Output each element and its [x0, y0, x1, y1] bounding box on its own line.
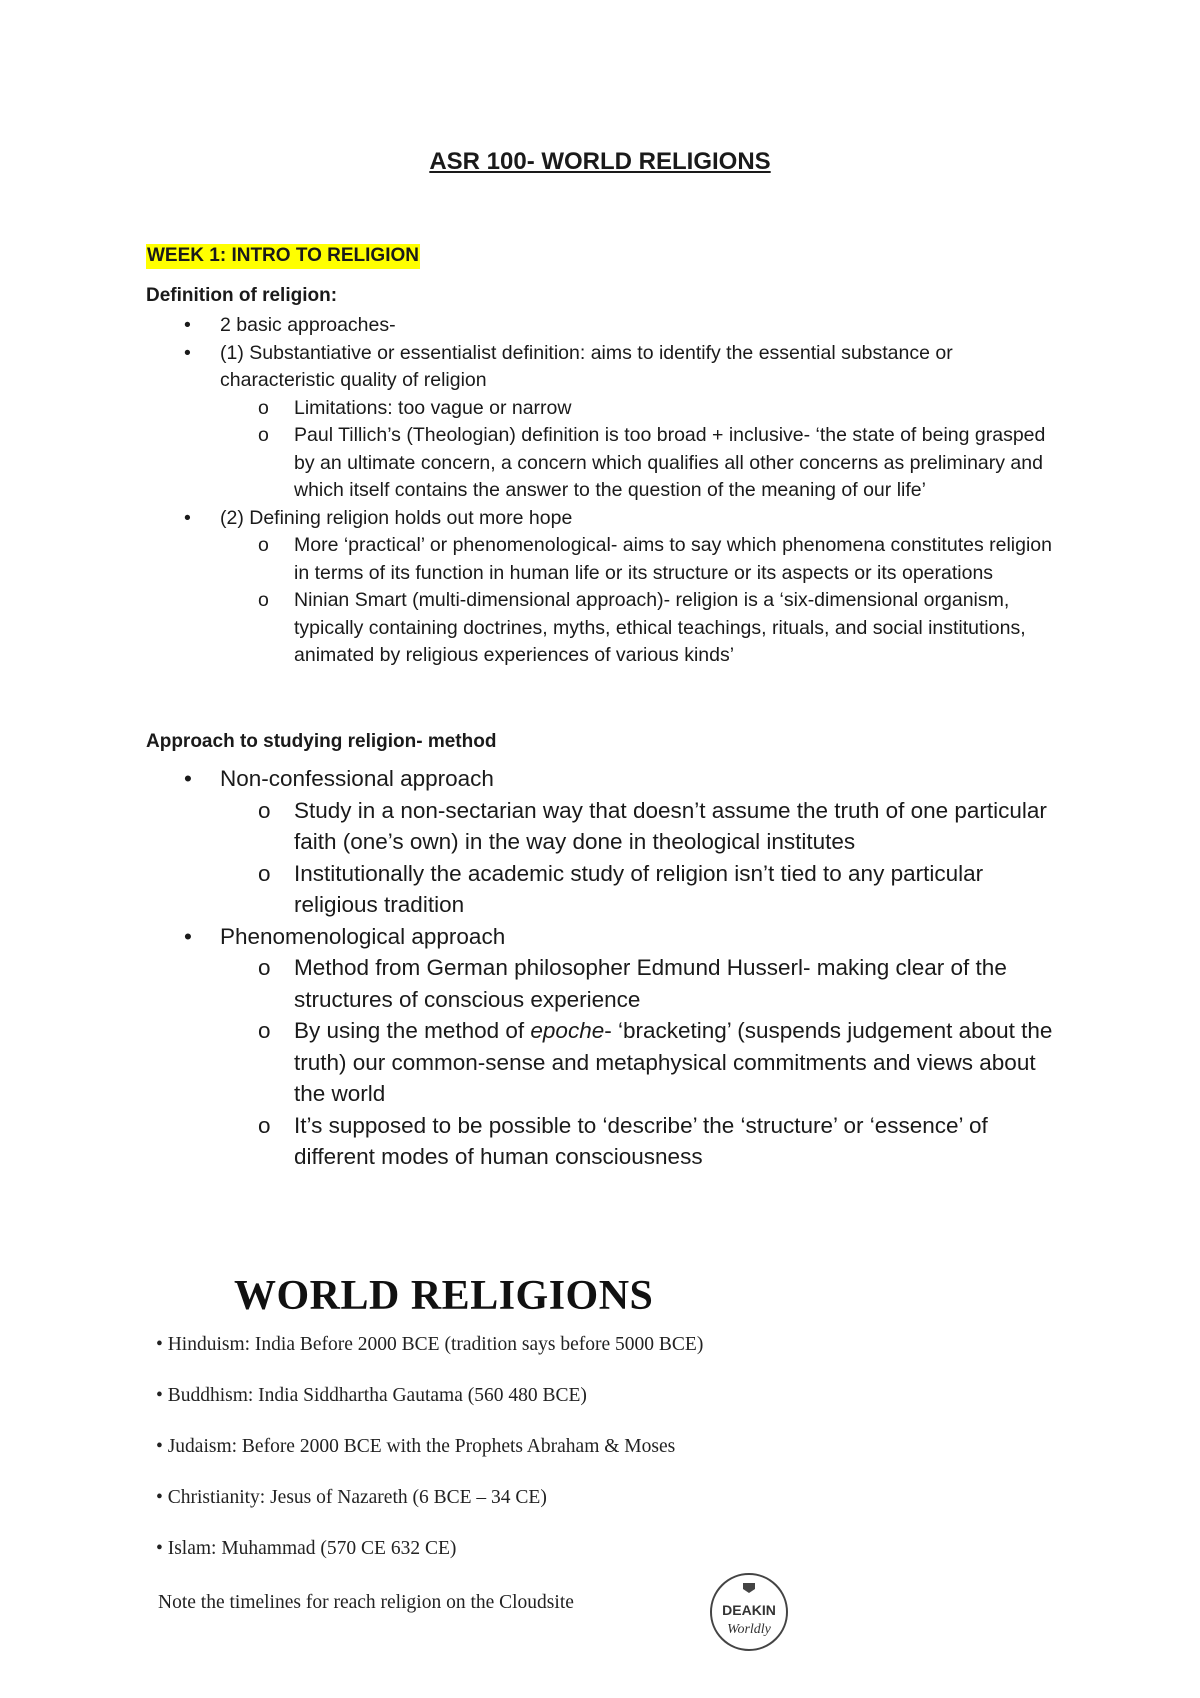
deakin-worldly-logo: [708, 1571, 790, 1653]
logo-line1: DEAKIN: [722, 1602, 776, 1618]
bullet-item: [146, 340, 1066, 505]
bullet-text: Phenomenological approach: [220, 923, 506, 949]
bullet-text: Non-confessional approach: [220, 766, 494, 791]
sub-bullet-text: Ninian Smart (multi-dimensional approach)- religion is a ‘six-dimensional organism, typically containing doctrines, myths, ethical teachings, rituals, and social institutions, animated by religious experiences of various kinds’: [294, 589, 1026, 666]
sub-bullet-icon: o: [258, 424, 269, 446]
sub-bullet-item: [220, 587, 1066, 670]
sub-bullet-text: By using the method of: [294, 1018, 531, 1043]
sub-list: [220, 795, 1066, 921]
sub-bullet-item: [220, 532, 1066, 587]
emphasis-term: epoche: [530, 1018, 605, 1043]
sub-bullet-icon: o: [258, 860, 271, 886]
religion-item-judaism: • Judaism: Before 2000 BCE with the Prophets Abraham & Moses: [156, 1436, 676, 1457]
sub-bullet-icon: o: [258, 955, 271, 980]
sub-bullet-text: Paul Tillich’s (Theologian) definition is too broad + inclusive- ‘the state of being grasped by an ultimate concern, a concern which qualifies all other concerns as preliminary and which itself contains the answer to the question of the meaning of our life’: [294, 424, 1046, 501]
bullet-icon: •: [184, 506, 191, 529]
sub-list: [220, 395, 1066, 505]
bullet-item: [146, 505, 1066, 670]
sub-bullet-icon: o: [258, 1018, 271, 1043]
bullet-icon: •: [184, 766, 192, 791]
bullet-text: (2) Defining religion holds out more hope: [220, 506, 573, 529]
definition-heading: Definition of religion:: [146, 285, 338, 306]
sub-bullet-icon: o: [258, 1112, 271, 1138]
sub-bullet-text: It’s supposed to be possible to ‘describe’ the ‘structure’ or ‘essence’ of different modes of human consciousness: [294, 1112, 988, 1169]
sub-bullet-text: - ‘bracketing’ (suspends judgement about the truth) our common-sense and metaphysical commitments and views about the world: [294, 1018, 1053, 1106]
sub-bullet-item: [220, 795, 1066, 858]
sub-bullet-text: Limitations: too vague or narrow: [294, 396, 572, 419]
religion-item-christianity: • Christianity: Jesus of Nazareth (6 BCE – 34 CE): [156, 1487, 547, 1508]
timeline-note: Note the timelines for reach religion on the Cloudsite: [158, 1592, 574, 1613]
document-title: ASR 100- WORLD RELIGIONS: [429, 148, 771, 175]
sub-bullet-icon: o: [258, 797, 271, 823]
sub-bullet-item: [220, 858, 1066, 921]
world-religions-list: [156, 1330, 703, 1585]
sub-bullet-icon: o: [258, 396, 269, 419]
approach-heading: Approach to studying religion- method: [146, 731, 497, 752]
sub-bullet-item: [220, 422, 1066, 505]
sub-bullet-text: Study in a non-sectarian way that doesn’t assume the truth of one particular faith (one’s own) in the way done in theological institutes: [294, 797, 1047, 854]
bullet-icon: •: [184, 341, 191, 364]
sub-bullet-icon: o: [258, 589, 269, 611]
bullet-item: [146, 312, 1066, 340]
bullet-item: [146, 763, 1066, 921]
sub-bullet-text: More ‘practical’ or phenomenological- aims to say which phenomena constitutes religion in terms of its function in human life or its structure or its aspects or its operations: [294, 534, 1052, 584]
sub-bullet-text: Method from German philosopher Edmund Husserl- making clear of the structures of conscious experience: [294, 955, 1007, 1012]
sub-list: [220, 532, 1066, 670]
sub-bullet-item: [220, 1110, 1066, 1173]
approach-list: [146, 763, 1066, 1173]
sub-bullet-item: [220, 1015, 1066, 1110]
sub-list: [220, 952, 1066, 1173]
bullet-icon: •: [184, 314, 191, 336]
definition-list: [146, 312, 1066, 670]
week-heading: WEEK 1: INTRO TO RELIGION: [146, 244, 420, 269]
bullet-item: [146, 921, 1066, 1173]
bullet-icon: •: [184, 923, 192, 949]
world-religions-title: WORLD RELIGIONS: [234, 1273, 654, 1319]
sub-bullet-text: Institutionally the academic study of religion isn’t tied to any particular religious tradition: [294, 860, 984, 917]
logo-line2: Worldly: [727, 1622, 771, 1637]
bullet-text: (1) Substantiative or essentialist definition: aims to identify the essential substance or characteristic quality of religion: [220, 341, 953, 391]
sub-bullet-icon: o: [258, 534, 269, 556]
religion-item-buddhism: • Buddhism: India Siddhartha Gautama (560 480 BCE): [156, 1385, 587, 1406]
religion-item-islam: • Islam: Muhammad (570 CE 632 CE): [156, 1538, 457, 1559]
sub-bullet-item: [220, 952, 1066, 1015]
bullet-text: 2 basic approaches-: [220, 314, 396, 336]
religion-item-hinduism: • Hinduism: India Before 2000 BCE (tradition says before 5000 BCE): [156, 1334, 704, 1355]
sub-bullet-item: [220, 395, 1066, 423]
